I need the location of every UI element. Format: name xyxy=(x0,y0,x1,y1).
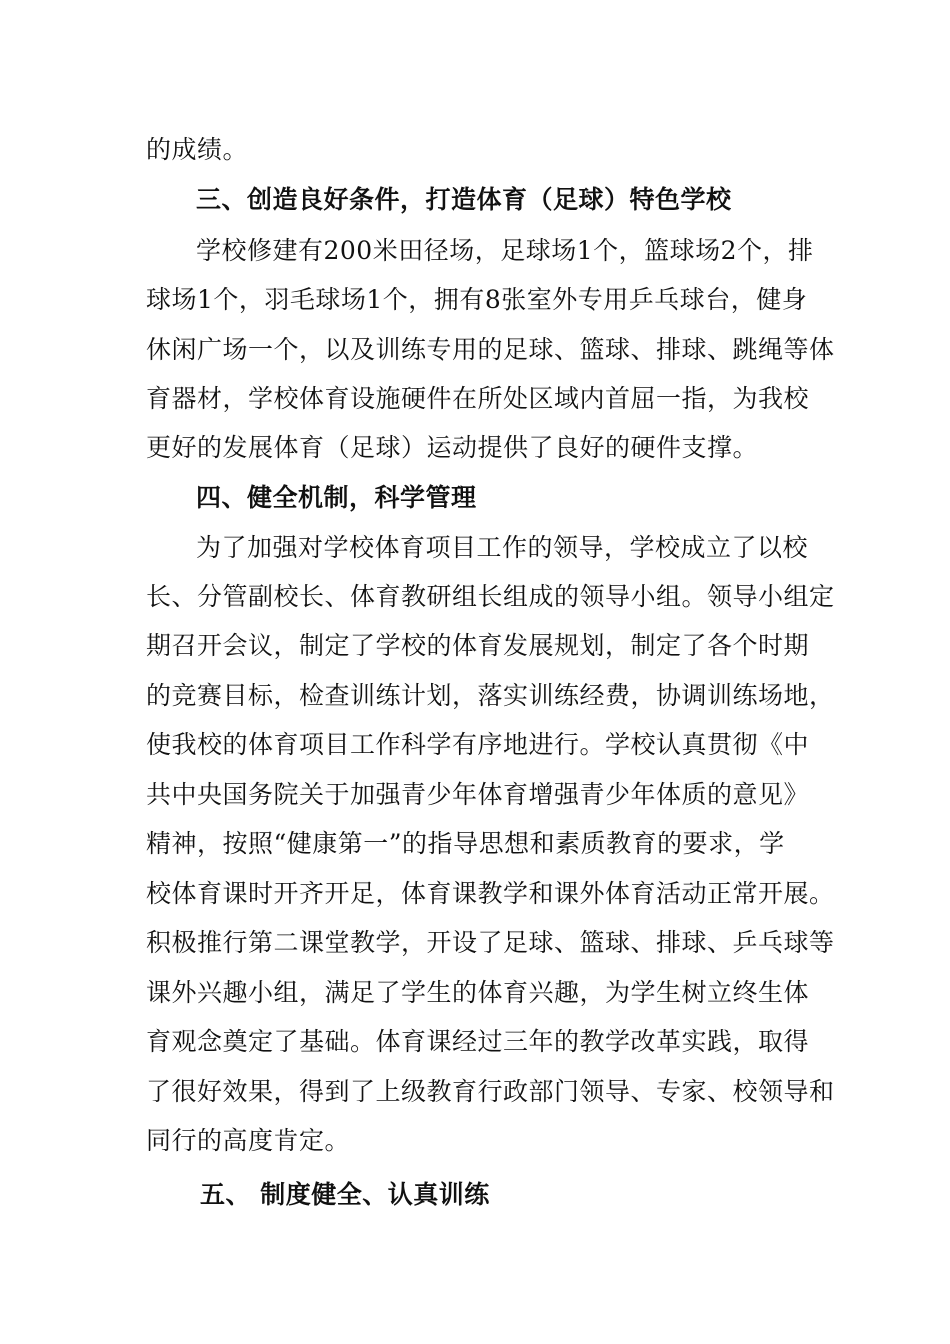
text-line-continuation: 的成绩。 xyxy=(146,135,249,164)
paragraph-line: 长、分管副校长、体育教研组长组成的领导小组。领导小组定 xyxy=(146,582,835,611)
paragraph-line: 为了加强对学校体育项目工作的领导，学校成立了以校 xyxy=(196,533,809,562)
section-heading-5: 五、 制度健全、认真训练 xyxy=(200,1180,490,1209)
paragraph-line: 期召开会议，制定了学校的体育发展规划，制定了各个时期 xyxy=(146,631,810,660)
paragraph-line: 了很好效果，得到了上级教育行政部门领导、专家、校领导和 xyxy=(146,1077,835,1106)
paragraph-line: 积极推行第二课堂教学，开设了足球、篮球、排球、乒乓球等 xyxy=(146,928,835,957)
section-heading-3: 三、创造良好条件，打造体育（足球）特色学校 xyxy=(196,185,732,214)
paragraph-line: 精神，按照“健康第一”的指导思想和素质教育的要求，学 xyxy=(146,829,785,858)
paragraph-line: 使我校的体育项目工作科学有序地进行。学校认真贯彻《中 xyxy=(146,730,810,759)
paragraph-line: 更好的发展体育（足球）运动提供了良好的硬件支撑。 xyxy=(146,433,759,462)
section-heading-4: 四、健全机制，科学管理 xyxy=(196,483,477,512)
paragraph-line: 学校修建有200米田径场，足球场1个，篮球场2个，排 xyxy=(196,236,814,265)
paragraph-line: 休闲广场一个，以及训练专用的足球、篮球、排球、跳绳等体 xyxy=(146,335,835,364)
paragraph-line: 球场1个，羽毛球场1个，拥有8张室外专用乒乓球台，健身 xyxy=(146,285,808,314)
paragraph-line: 共中央国务院关于加强青少年体育增强青少年体质的意见》 xyxy=(146,780,810,809)
paragraph-line: 育器材，学校体育设施硬件在所处区域内首屈一指，为我校 xyxy=(146,384,810,413)
paragraph-line: 校体育课时开齐开足，体育课教学和课外体育活动正常开展。 xyxy=(146,879,835,908)
paragraph-line: 课外兴趣小组，满足了学生的体育兴趣，为学生树立终生体 xyxy=(146,978,810,1007)
paragraph-line: 同行的高度肯定。 xyxy=(146,1126,351,1155)
paragraph-line: 的竞赛目标，检查训练计划，落实训练经费，协调训练场地， xyxy=(146,681,835,710)
paragraph-line: 育观念奠定了基础。体育课经过三年的教学改革实践，取得 xyxy=(146,1027,810,1056)
